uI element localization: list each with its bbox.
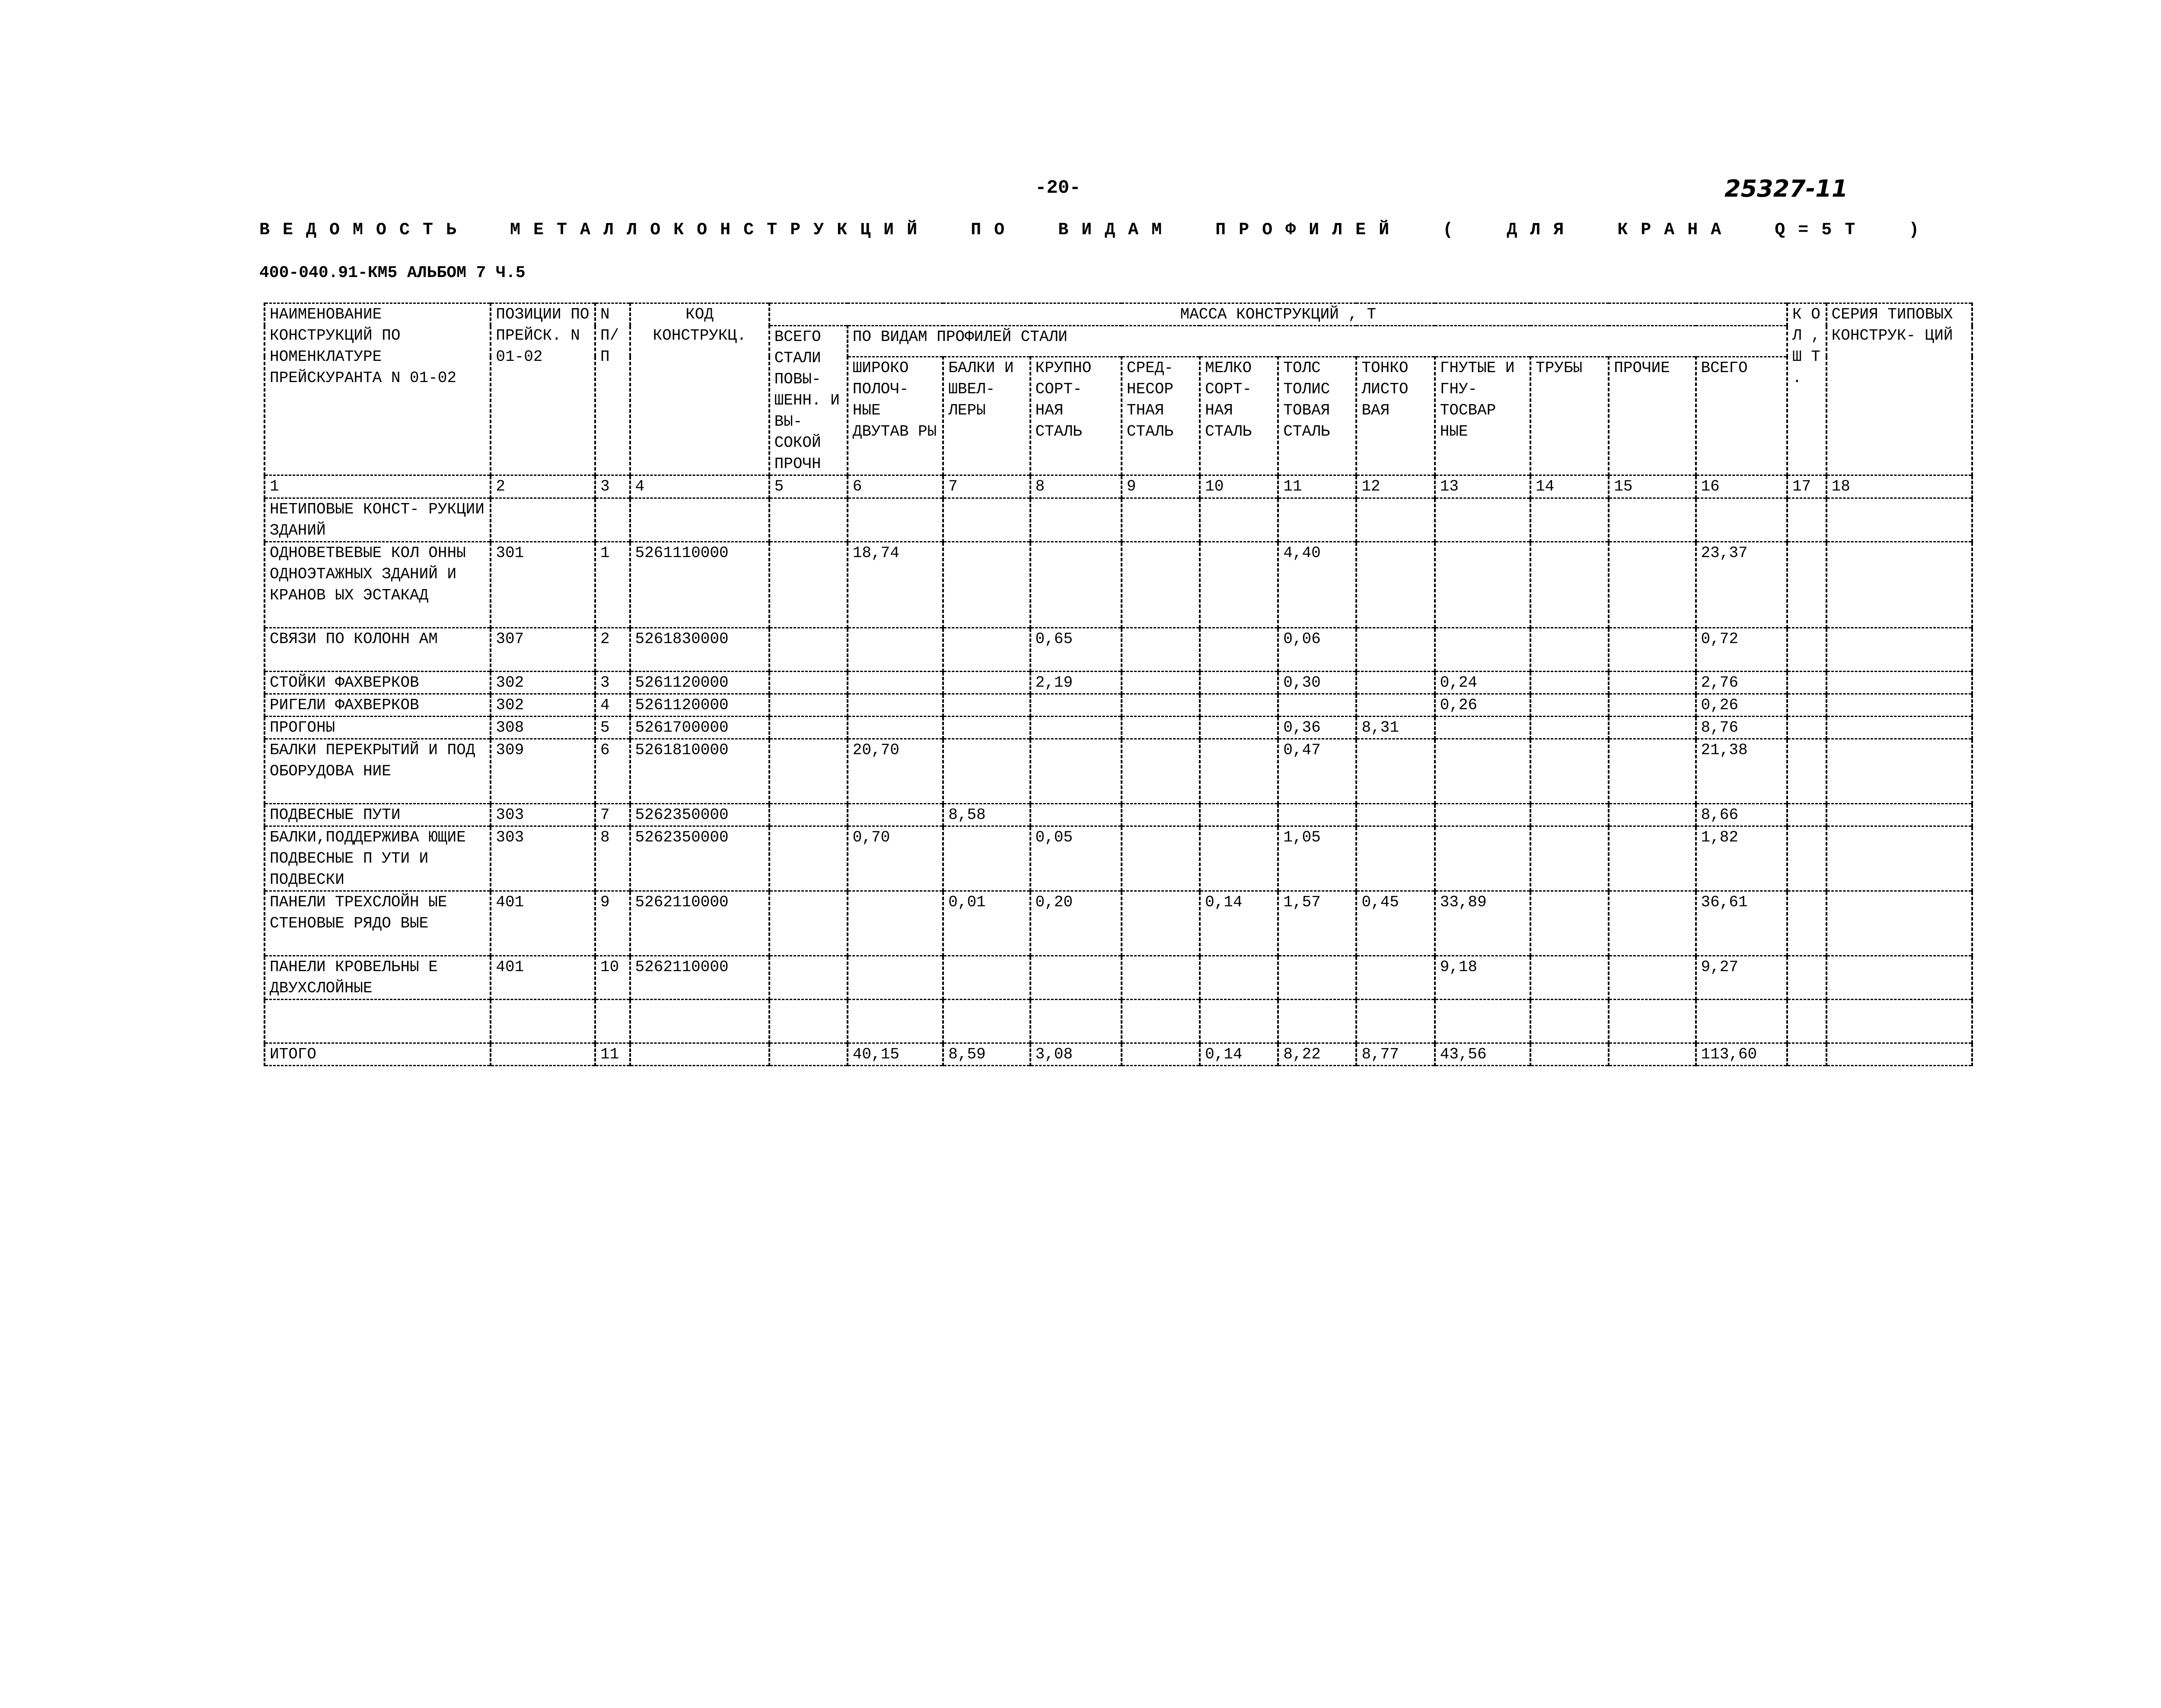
cell-other — [1609, 739, 1696, 804]
cell-pipes — [1530, 498, 1609, 542]
row-number: 5 — [595, 717, 630, 739]
cell-bent-welded: 33,89 — [1435, 891, 1530, 956]
total-high-strength — [769, 1043, 848, 1066]
cell-light-section — [1200, 628, 1278, 672]
cell-medium-section — [1122, 804, 1200, 826]
cell-high-strength — [769, 891, 848, 956]
cell-high-strength — [769, 804, 848, 826]
cell-bent-welded: 9,18 — [1435, 956, 1530, 1000]
cell-thin-sheet — [1356, 739, 1434, 804]
cell-other — [1609, 672, 1696, 694]
cell-thick-plate — [1278, 1000, 1356, 1043]
cell-light-section — [1200, 672, 1278, 694]
cell-thick-plate: 4,40 — [1278, 542, 1356, 628]
cell-quantity — [1787, 739, 1826, 804]
cell-high-strength — [769, 717, 848, 739]
row-code: 5261120000 — [630, 694, 769, 717]
cell-series — [1826, 739, 1972, 804]
row-number: 7 — [595, 804, 630, 826]
cell-beams-channels: 0,01 — [943, 891, 1030, 956]
cell-beams-channels — [943, 1000, 1030, 1043]
header-high-strength: ВСЕГО СТАЛИ ПОВЫ- ШЕНН. И ВЫ- СОКОЙ ПРОЧН — [769, 326, 848, 475]
cell-heavy-section: 2,19 — [1030, 672, 1122, 694]
total-light-section: 0,14 — [1200, 1043, 1278, 1066]
cell-beams-channels — [943, 672, 1030, 694]
cell-series — [1826, 891, 1972, 956]
cell-thin-sheet — [1356, 956, 1434, 1000]
header-medium-section: СРЕД- НЕСОР ТНАЯ СТАЛЬ — [1122, 357, 1200, 475]
table-row — [265, 628, 1972, 672]
table-header — [265, 303, 1972, 475]
row-number — [595, 498, 630, 542]
table-row — [265, 694, 1972, 717]
cell-total — [1696, 1000, 1788, 1043]
row-position: 301 — [491, 542, 595, 628]
cell-pipes — [1530, 717, 1609, 739]
table-row — [265, 672, 1972, 694]
cell-other — [1609, 694, 1696, 717]
header-code: КОД КОНСТРУКЦ. — [630, 303, 769, 475]
cell-other — [1609, 498, 1696, 542]
cell-heavy-section: 0,05 — [1030, 826, 1122, 891]
cell-bent-welded: 0,24 — [1435, 672, 1530, 694]
column-number: 3 — [595, 475, 630, 498]
cell-light-section — [1200, 694, 1278, 717]
total-label: ИТОГО — [265, 1043, 491, 1066]
cell-medium-section — [1122, 672, 1200, 694]
cell-series — [1826, 826, 1972, 891]
cell-bent-welded — [1435, 628, 1530, 672]
cell-light-section — [1200, 956, 1278, 1000]
cell-light-section — [1200, 739, 1278, 804]
cell-quantity — [1787, 694, 1826, 717]
cell-thick-plate: 0,30 — [1278, 672, 1356, 694]
total-other — [1609, 1043, 1696, 1066]
cell-medium-section — [1122, 739, 1200, 804]
column-number: 11 — [1278, 475, 1356, 498]
cell-beams-channels: 8,58 — [943, 804, 1030, 826]
cell-other — [1609, 891, 1696, 956]
cell-total: 21,38 — [1696, 739, 1788, 804]
cell-light-section — [1200, 542, 1278, 628]
cell-heavy-section: 0,65 — [1030, 628, 1122, 672]
cell-medium-section — [1122, 498, 1200, 542]
cell-high-strength — [769, 1000, 848, 1043]
cell-thick-plate: 1,05 — [1278, 826, 1356, 891]
cell-high-strength — [769, 672, 848, 694]
cell-pipes — [1530, 804, 1609, 826]
cell-wide-flange — [848, 498, 943, 542]
total-number: 11 — [595, 1043, 630, 1066]
cell-total — [1696, 498, 1788, 542]
cell-series — [1826, 628, 1972, 672]
total-beams-channels: 8,59 — [943, 1043, 1030, 1066]
cell-light-section — [1200, 804, 1278, 826]
cell-light-section — [1200, 717, 1278, 739]
header-other: ПРОЧИЕ — [1609, 357, 1696, 475]
cell-total: 36,61 — [1696, 891, 1788, 956]
cell-other — [1609, 542, 1696, 628]
cell-thin-sheet — [1356, 694, 1434, 717]
cell-high-strength — [769, 956, 848, 1000]
cell-bent-welded — [1435, 804, 1530, 826]
cell-medium-section — [1122, 628, 1200, 672]
cell-wide-flange — [848, 717, 943, 739]
table-row — [265, 804, 1972, 826]
column-number: 10 — [1200, 475, 1278, 498]
cell-beams-channels — [943, 956, 1030, 1000]
header-mass: МАССА КОНСТРУКЦИЙ , Т — [769, 303, 1787, 326]
cell-light-section — [1200, 498, 1278, 542]
cell-pipes — [1530, 694, 1609, 717]
cell-wide-flange: 20,70 — [848, 739, 943, 804]
cell-total: 9,27 — [1696, 956, 1788, 1000]
cell-quantity — [1787, 542, 1826, 628]
column-number: 6 — [848, 475, 943, 498]
row-code: 5261700000 — [630, 717, 769, 739]
cell-bent-welded — [1435, 542, 1530, 628]
cell-series — [1826, 672, 1972, 694]
cell-thick-plate: 0,47 — [1278, 739, 1356, 804]
table-body — [265, 475, 1972, 1066]
cell-other — [1609, 717, 1696, 739]
total-series — [1826, 1043, 1972, 1066]
header-total: ВСЕГО — [1696, 357, 1788, 475]
cell-pipes — [1530, 956, 1609, 1000]
total-grand: 113,60 — [1696, 1043, 1788, 1066]
cell-light-section: 0,14 — [1200, 891, 1278, 956]
cell-wide-flange — [848, 891, 943, 956]
cell-wide-flange — [848, 1000, 943, 1043]
cell-pipes — [1530, 891, 1609, 956]
cell-pipes — [1530, 739, 1609, 804]
column-number: 7 — [943, 475, 1030, 498]
row-position: 302 — [491, 694, 595, 717]
cell-total: 1,82 — [1696, 826, 1788, 891]
row-name: СТОЙКИ ФАХВЕРКОВ — [265, 672, 491, 694]
table-row — [265, 891, 1972, 956]
cell-other — [1609, 826, 1696, 891]
column-number: 14 — [1530, 475, 1609, 498]
table-row — [265, 1000, 1972, 1043]
cell-medium-section — [1122, 542, 1200, 628]
cell-heavy-section — [1030, 1000, 1122, 1043]
header-heavy-section: КРУПНО СОРТ- НАЯ СТАЛЬ — [1030, 357, 1122, 475]
cell-series — [1826, 956, 1972, 1000]
row-position: 308 — [491, 717, 595, 739]
header-bent-welded: ГНУТЫЕ И ГНУ- ТОСВАР НЫЕ — [1435, 357, 1530, 475]
cell-total: 8,66 — [1696, 804, 1788, 826]
row-position: 302 — [491, 672, 595, 694]
cell-pipes — [1530, 628, 1609, 672]
total-wide-flange: 40,15 — [848, 1043, 943, 1066]
cell-pipes — [1530, 826, 1609, 891]
column-number: 8 — [1030, 475, 1122, 498]
cell-pipes — [1530, 672, 1609, 694]
cell-light-section — [1200, 826, 1278, 891]
cell-bent-welded — [1435, 739, 1530, 804]
header-thick-plate: ТОЛС ТОЛИС ТОВАЯ СТАЛЬ — [1278, 357, 1356, 475]
header-wide-flange: ШИРОКО ПОЛОЧ- НЫЕ ДВУТАВ РЫ — [848, 357, 943, 475]
cell-thin-sheet — [1356, 826, 1434, 891]
total-heavy-section: 3,08 — [1030, 1043, 1122, 1066]
row-number: 3 — [595, 672, 630, 694]
row-name: ОДНОВЕТВЕВЫЕ КОЛ ОННЫ ОДНОЭТАЖНЫХ ЗДАНИЙ И КРАНОВ ЫХ ЭСТАКАД — [265, 542, 491, 628]
row-number: 1 — [595, 542, 630, 628]
cell-bent-welded — [1435, 498, 1530, 542]
cell-thick-plate — [1278, 956, 1356, 1000]
row-position: 401 — [491, 891, 595, 956]
header-quantity: К О Л , Ш Т . — [1787, 303, 1826, 475]
row-name: БАЛКИ ПЕРЕКРЫТИЙ И ПОД ОБОРУДОВА НИЕ — [265, 739, 491, 804]
cell-wide-flange: 18,74 — [848, 542, 943, 628]
row-name: НЕТИПОВЫЕ КОНСТ- РУКЦИИ ЗДАНИЙ — [265, 498, 491, 542]
row-number: 9 — [595, 891, 630, 956]
row-number — [595, 1000, 630, 1043]
cell-high-strength — [769, 542, 848, 628]
row-name: РИГЕЛИ ФАХВЕРКОВ — [265, 694, 491, 717]
cell-thin-sheet — [1356, 672, 1434, 694]
cell-heavy-section — [1030, 498, 1122, 542]
column-number: 18 — [1826, 475, 1972, 498]
cell-quantity — [1787, 498, 1826, 542]
cell-thin-sheet — [1356, 628, 1434, 672]
cell-high-strength — [769, 498, 848, 542]
row-code — [630, 498, 769, 542]
cell-other — [1609, 628, 1696, 672]
cell-wide-flange: 0,70 — [848, 826, 943, 891]
cell-quantity — [1787, 672, 1826, 694]
column-number: 5 — [769, 475, 848, 498]
cell-series — [1826, 717, 1972, 739]
cell-quantity — [1787, 628, 1826, 672]
row-number: 8 — [595, 826, 630, 891]
row-code: 5261830000 — [630, 628, 769, 672]
cell-medium-section — [1122, 717, 1200, 739]
header-positions: ПОЗИЦИИ ПО ПРЕЙСК. N 01-02 — [491, 303, 595, 475]
cell-bent-welded: 0,26 — [1435, 694, 1530, 717]
cell-medium-section — [1122, 1000, 1200, 1043]
row-code: 5262350000 — [630, 826, 769, 891]
column-number: 16 — [1696, 475, 1788, 498]
cell-total: 2,76 — [1696, 672, 1788, 694]
cell-high-strength — [769, 694, 848, 717]
total-medium-section — [1122, 1043, 1200, 1066]
total-code — [630, 1043, 769, 1066]
cell-quantity — [1787, 1000, 1826, 1043]
row-code: 5262110000 — [630, 891, 769, 956]
table-row — [265, 498, 1972, 542]
row-position: 303 — [491, 804, 595, 826]
cell-thin-sheet — [1356, 804, 1434, 826]
cell-quantity — [1787, 891, 1826, 956]
cell-total: 0,26 — [1696, 694, 1788, 717]
cell-thin-sheet — [1356, 498, 1434, 542]
cell-series — [1826, 542, 1972, 628]
header-series: СЕРИЯ ТИПОВЫХ КОНСТРУК- ЦИЙ — [1826, 303, 1972, 475]
document-stamp: 25327-11 — [1724, 175, 1848, 202]
total-quantity — [1787, 1043, 1826, 1066]
cell-high-strength — [769, 826, 848, 891]
total-thin-sheet: 8,77 — [1356, 1043, 1434, 1066]
row-number: 10 — [595, 956, 630, 1000]
cell-series — [1826, 1000, 1972, 1043]
total-thick-plate: 8,22 — [1278, 1043, 1356, 1066]
row-code: 5261120000 — [630, 672, 769, 694]
cell-series — [1826, 694, 1972, 717]
column-number: 12 — [1356, 475, 1434, 498]
cell-medium-section — [1122, 956, 1200, 1000]
cell-heavy-section — [1030, 804, 1122, 826]
row-name: СВЯЗИ ПО КОЛОНН АМ — [265, 628, 491, 672]
cell-wide-flange — [848, 804, 943, 826]
cell-beams-channels — [943, 542, 1030, 628]
cell-beams-channels — [943, 498, 1030, 542]
row-position — [491, 1000, 595, 1043]
cell-beams-channels — [943, 628, 1030, 672]
header-by-profile: ПО ВИДАМ ПРОФИЛЕЙ СТАЛИ — [848, 326, 1787, 357]
cell-heavy-section — [1030, 739, 1122, 804]
header-light-section: МЕЛКО СОРТ- НАЯ СТАЛЬ — [1200, 357, 1278, 475]
row-position: 307 — [491, 628, 595, 672]
cell-beams-channels — [943, 826, 1030, 891]
cell-heavy-section — [1030, 717, 1122, 739]
total-position — [491, 1043, 595, 1066]
row-name: ПОДВЕСНЫЕ ПУТИ — [265, 804, 491, 826]
row-code: 5261110000 — [630, 542, 769, 628]
cell-total: 0,72 — [1696, 628, 1788, 672]
cell-light-section — [1200, 1000, 1278, 1043]
profiles-table — [264, 303, 1973, 1066]
cell-thick-plate — [1278, 498, 1356, 542]
cell-thick-plate — [1278, 804, 1356, 826]
cell-high-strength — [769, 628, 848, 672]
table-row — [265, 956, 1972, 1000]
cell-thin-sheet: 0,45 — [1356, 891, 1434, 956]
cell-other — [1609, 956, 1696, 1000]
row-position: 401 — [491, 956, 595, 1000]
cell-bent-welded — [1435, 1000, 1530, 1043]
cell-quantity — [1787, 956, 1826, 1000]
row-code: 5262110000 — [630, 956, 769, 1000]
cell-medium-section — [1122, 694, 1200, 717]
cell-wide-flange — [848, 672, 943, 694]
page-number: -20- — [1035, 177, 1081, 199]
cell-other — [1609, 1000, 1696, 1043]
cell-wide-flange — [848, 956, 943, 1000]
cell-quantity — [1787, 804, 1826, 826]
cell-bent-welded — [1435, 717, 1530, 739]
cell-thin-sheet — [1356, 1000, 1434, 1043]
cell-total: 23,37 — [1696, 542, 1788, 628]
cell-wide-flange — [848, 694, 943, 717]
total-row — [265, 1043, 1972, 1066]
row-code: 5262350000 — [630, 804, 769, 826]
cell-series — [1826, 498, 1972, 542]
column-number: 13 — [1435, 475, 1530, 498]
column-number: 17 — [1787, 475, 1826, 498]
cell-thin-sheet — [1356, 542, 1434, 628]
row-number: 6 — [595, 739, 630, 804]
row-code — [630, 1000, 769, 1043]
cell-quantity — [1787, 826, 1826, 891]
header-name: НАИМЕНОВАНИЕ КОНСТРУКЦИЙ ПО НОМЕНКЛАТУРЕ ПРЕЙСКУРАНТА N 01-02 — [265, 303, 491, 475]
table-row — [265, 542, 1972, 628]
column-number: 2 — [491, 475, 595, 498]
row-name: ПАНЕЛИ ТРЕХСЛОЙН ЫЕ СТЕНОВЫЕ РЯДО ВЫЕ — [265, 891, 491, 956]
header-row-number: N П/П — [595, 303, 630, 475]
document-subtitle: 400-040.91-КМ5 АЛЬБОМ 7 Ч.5 — [259, 264, 526, 282]
column-number-row — [265, 475, 1972, 498]
header-thin-sheet: ТОНКО ЛИСТО ВАЯ — [1356, 357, 1434, 475]
cell-heavy-section — [1030, 694, 1122, 717]
cell-beams-channels — [943, 694, 1030, 717]
header-beams-channels: БАЛКИ И ШВЕЛ- ЛЕРЫ — [943, 357, 1030, 475]
cell-bent-welded — [1435, 826, 1530, 891]
column-number: 4 — [630, 475, 769, 498]
cell-pipes — [1530, 1000, 1609, 1043]
cell-quantity — [1787, 717, 1826, 739]
cell-heavy-section: 0,20 — [1030, 891, 1122, 956]
cell-thin-sheet: 8,31 — [1356, 717, 1434, 739]
cell-beams-channels — [943, 739, 1030, 804]
cell-other — [1609, 804, 1696, 826]
cell-thick-plate — [1278, 694, 1356, 717]
total-pipes — [1530, 1043, 1609, 1066]
table-row — [265, 826, 1972, 891]
row-name — [265, 1000, 491, 1043]
cell-total: 8,76 — [1696, 717, 1788, 739]
cell-medium-section — [1122, 826, 1200, 891]
cell-thick-plate: 1,57 — [1278, 891, 1356, 956]
cell-heavy-section — [1030, 542, 1122, 628]
cell-thick-plate: 0,06 — [1278, 628, 1356, 672]
cell-heavy-section — [1030, 956, 1122, 1000]
column-number: 9 — [1122, 475, 1200, 498]
row-position: 303 — [491, 826, 595, 891]
row-position: 309 — [491, 739, 595, 804]
cell-high-strength — [769, 739, 848, 804]
row-code: 5261810000 — [630, 739, 769, 804]
table-row — [265, 739, 1972, 804]
cell-pipes — [1530, 542, 1609, 628]
row-position — [491, 498, 595, 542]
row-name: ПАНЕЛИ КРОВЕЛЬНЫ Е ДВУХСЛОЙНЫЕ — [265, 956, 491, 1000]
cell-beams-channels — [943, 717, 1030, 739]
row-number: 4 — [595, 694, 630, 717]
cell-series — [1826, 804, 1972, 826]
cell-wide-flange — [848, 628, 943, 672]
column-number: 1 — [265, 475, 491, 498]
column-number: 15 — [1609, 475, 1696, 498]
row-name: ПРОГОНЫ — [265, 717, 491, 739]
header-pipes: ТРУБЫ — [1530, 357, 1609, 475]
cell-thick-plate: 0,36 — [1278, 717, 1356, 739]
cell-medium-section — [1122, 891, 1200, 956]
total-bent-welded: 43,56 — [1435, 1043, 1530, 1066]
document-title: ВЕДОМОСТЬ МЕТАЛЛОКОНСТРУКЦИЙ ПО ВИДАМ ПРОФИЛЕЙ ( ДЛЯ КРАНА Q=5Т ) — [259, 220, 1932, 240]
table-row — [265, 717, 1972, 739]
row-name: БАЛКИ,ПОДДЕРЖИВА ЮЩИЕ ПОДВЕСНЫЕ П УТИ И ПОДВЕСКИ — [265, 826, 491, 891]
row-number: 2 — [595, 628, 630, 672]
